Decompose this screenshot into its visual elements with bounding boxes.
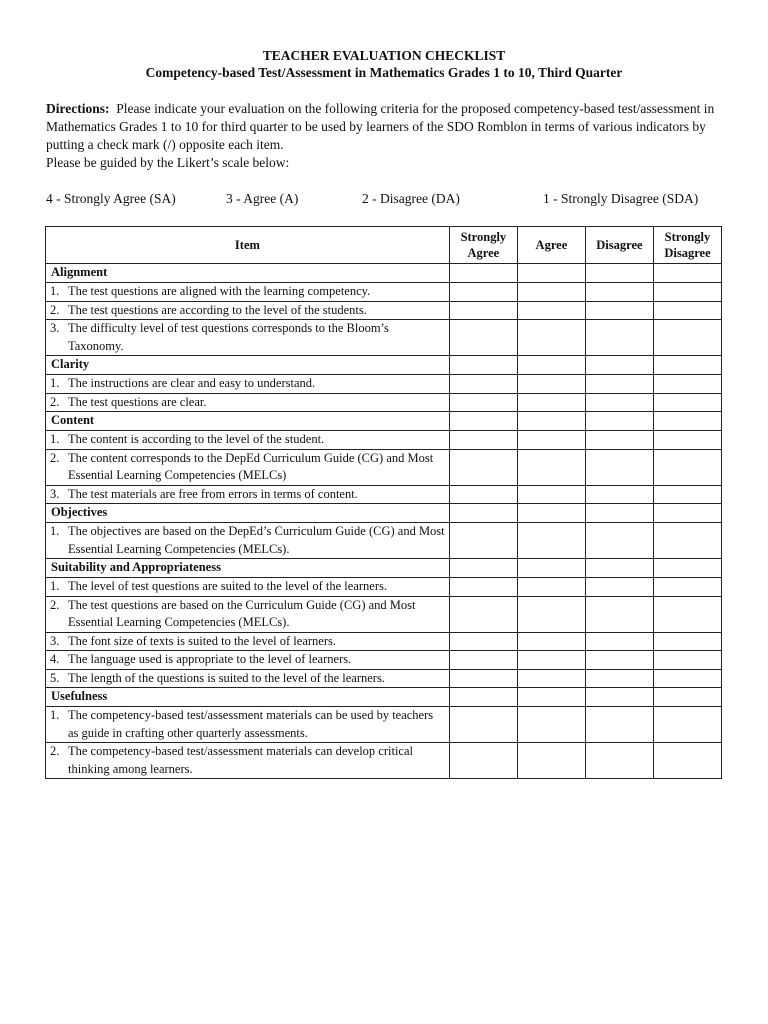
criterion-text: The objectives are based on the DepEd’s Curriculum Guide (CG) and Most Essential Learning Competencies (MELCs). <box>68 524 445 556</box>
agree-checkbox-cell[interactable] <box>517 596 585 632</box>
category-blank-cell <box>449 264 517 283</box>
agree-checkbox-cell[interactable] <box>517 320 585 356</box>
strongly-agree-checkbox-cell[interactable] <box>449 707 517 743</box>
criterion-cell <box>46 431 450 450</box>
scale-4: 4 - Strongly Agree (SA) <box>46 191 176 206</box>
strongly-agree-checkbox-cell[interactable] <box>449 301 517 320</box>
scale-2: 2 - Disagree (DA) <box>362 191 460 206</box>
strongly-disagree-checkbox-cell[interactable] <box>653 523 721 559</box>
agree-checkbox-cell[interactable] <box>517 707 585 743</box>
criterion-cell <box>46 320 450 356</box>
category-blank-cell <box>517 412 585 431</box>
criterion-cell <box>46 596 450 632</box>
category-blank-cell <box>585 559 653 578</box>
category-blank-cell <box>585 504 653 523</box>
category-blank-cell <box>517 688 585 707</box>
criterion-row <box>46 669 722 688</box>
directions-guide: Please be guided by the Likert’s scale below: <box>46 155 290 170</box>
agree-checkbox-cell[interactable] <box>517 485 585 504</box>
strongly-agree-checkbox-cell[interactable] <box>449 393 517 412</box>
agree-checkbox-cell[interactable] <box>517 743 585 779</box>
category-row <box>46 504 722 523</box>
document-subtitle: Competency-based Test/Assessment in Mathematics Grades 1 to 10, Third Quarter <box>145 65 623 80</box>
criterion-row <box>46 743 722 779</box>
category-blank-cell <box>585 412 653 431</box>
criterion-number: 4. <box>50 652 60 666</box>
criterion-cell <box>46 485 450 504</box>
strongly-agree-checkbox-cell[interactable] <box>449 578 517 597</box>
scale-3: 3 - Agree (A) <box>226 191 299 206</box>
strongly-disagree-checkbox-cell[interactable] <box>653 596 721 632</box>
category-blank-cell <box>653 356 721 375</box>
table-header-row <box>46 227 722 264</box>
criterion-number: 2. <box>50 597 60 612</box>
strongly-disagree-checkbox-cell[interactable] <box>653 301 721 320</box>
category-blank-cell <box>517 264 585 283</box>
disagree-checkbox-cell[interactable] <box>585 632 653 651</box>
criterion-row <box>46 431 722 450</box>
header-strongly-agree: Strongly Agree <box>449 227 517 264</box>
strongly-agree-checkbox-cell[interactable] <box>449 320 517 356</box>
category-label: Clarity <box>46 356 450 375</box>
strongly-disagree-checkbox-cell[interactable] <box>653 320 721 356</box>
category-blank-cell <box>449 559 517 578</box>
strongly-agree-checkbox-cell[interactable] <box>449 632 517 651</box>
evaluation-table <box>45 226 722 779</box>
criterion-text: The competency-based test/assessment materials can develop critical thinking among learners. <box>68 744 414 776</box>
criterion-number: 3. <box>50 633 60 648</box>
criterion-number: 1. <box>50 708 60 722</box>
scale-1: 1 - Strongly Disagree (SDA) <box>543 191 699 206</box>
strongly-agree-checkbox-cell[interactable] <box>449 651 517 670</box>
strongly-agree-checkbox-cell[interactable] <box>449 669 517 688</box>
likert-scale <box>46 190 726 208</box>
agree-checkbox-cell[interactable] <box>517 632 585 651</box>
criterion-cell <box>46 743 450 779</box>
disagree-checkbox-cell[interactable] <box>585 431 653 450</box>
criterion-number: 5. <box>50 670 60 685</box>
category-blank-cell <box>585 356 653 375</box>
strongly-agree-checkbox-cell[interactable] <box>449 485 517 504</box>
agree-checkbox-cell[interactable] <box>517 283 585 302</box>
criterion-text: The competency-based test/assessment materials can be used by teachers as guide in crafting other quarterly assessments. <box>68 708 434 740</box>
directions-label: Directions: <box>46 101 110 116</box>
criterion-number: 2. <box>50 394 60 409</box>
agree-checkbox-cell[interactable] <box>517 393 585 412</box>
disagree-checkbox-cell[interactable] <box>585 596 653 632</box>
disagree-checkbox-cell[interactable] <box>585 651 653 670</box>
strongly-agree-checkbox-cell[interactable] <box>449 431 517 450</box>
category-blank-cell <box>449 504 517 523</box>
disagree-checkbox-cell[interactable] <box>585 485 653 504</box>
disagree-checkbox-cell[interactable] <box>585 449 653 485</box>
criterion-text: The instructions are clear and easy to understand. <box>68 376 316 390</box>
disagree-checkbox-cell[interactable] <box>585 743 653 779</box>
agree-checkbox-cell[interactable] <box>517 375 585 394</box>
strongly-agree-checkbox-cell[interactable] <box>449 283 517 302</box>
criterion-number: 1. <box>50 284 60 298</box>
strongly-agree-checkbox-cell[interactable] <box>449 596 517 632</box>
criterion-text: The font size of texts is suited to the level of learners. <box>68 633 336 648</box>
criterion-number: 1. <box>50 432 60 446</box>
criterion-text: The test materials are free from errors in terms of content. <box>68 486 358 501</box>
criterion-cell <box>46 651 450 670</box>
strongly-disagree-checkbox-cell[interactable] <box>653 431 721 450</box>
category-label: Alignment <box>46 264 450 283</box>
disagree-checkbox-cell[interactable] <box>585 393 653 412</box>
criterion-text: The difficulty level of test questions corresponds to the Bloom’s Taxonomy. <box>68 321 389 353</box>
strongly-disagree-checkbox-cell[interactable] <box>653 375 721 394</box>
criterion-row <box>46 632 722 651</box>
criterion-cell <box>46 449 450 485</box>
strongly-disagree-checkbox-cell[interactable] <box>653 651 721 670</box>
criterion-text: The test questions are aligned with the learning competency. <box>68 284 371 298</box>
disagree-checkbox-cell[interactable] <box>585 578 653 597</box>
strongly-agree-checkbox-cell[interactable] <box>449 743 517 779</box>
criterion-number: 1. <box>50 376 60 390</box>
category-row <box>46 356 722 375</box>
disagree-checkbox-cell[interactable] <box>585 669 653 688</box>
table-body <box>46 264 722 779</box>
criterion-row <box>46 283 722 302</box>
category-blank-cell <box>449 412 517 431</box>
category-label: Content <box>46 412 450 431</box>
strongly-disagree-checkbox-cell[interactable] <box>653 632 721 651</box>
criterion-number: 1. <box>50 524 60 538</box>
directions-block <box>46 100 726 172</box>
category-row <box>46 264 722 283</box>
criterion-row <box>46 578 722 597</box>
criterion-number: 2. <box>50 450 60 465</box>
criterion-row <box>46 393 722 412</box>
category-blank-cell <box>653 559 721 578</box>
criterion-cell <box>46 523 450 559</box>
criterion-number: 2. <box>50 302 60 317</box>
directions-text: Please indicate your evaluation on the following criteria for the proposed competency-based test/assessment in Mathematics Grades 1 to 10 for third quarter to be used by learners of the SDO Romblon in terms of various indicators by putting a check mark (/) opposite each item. <box>46 101 715 152</box>
criterion-row <box>46 375 722 394</box>
criterion-number: 2. <box>50 744 60 758</box>
criterion-cell <box>46 669 450 688</box>
category-blank-cell <box>585 688 653 707</box>
category-blank-cell <box>653 688 721 707</box>
strongly-agree-checkbox-cell[interactable] <box>449 375 517 394</box>
agree-checkbox-cell[interactable] <box>517 431 585 450</box>
strongly-disagree-checkbox-cell[interactable] <box>653 669 721 688</box>
strongly-agree-checkbox-cell[interactable] <box>449 449 517 485</box>
criterion-text: The level of test questions are suited to the level of the learners. <box>68 579 387 593</box>
criterion-number: 3. <box>50 321 60 335</box>
criterion-text: The test questions are clear. <box>68 394 207 409</box>
criterion-row <box>46 707 722 743</box>
criterion-row <box>46 523 722 559</box>
category-label: Suitability and Appropriateness <box>46 559 450 578</box>
disagree-checkbox-cell[interactable] <box>585 523 653 559</box>
category-blank-cell <box>449 688 517 707</box>
agree-checkbox-cell[interactable] <box>517 578 585 597</box>
agree-checkbox-cell[interactable] <box>517 301 585 320</box>
category-blank-cell <box>653 504 721 523</box>
category-blank-cell <box>449 356 517 375</box>
strongly-disagree-checkbox-cell[interactable] <box>653 393 721 412</box>
disagree-checkbox-cell[interactable] <box>585 283 653 302</box>
criterion-cell <box>46 375 450 394</box>
strongly-disagree-checkbox-cell[interactable] <box>653 743 721 779</box>
strongly-disagree-checkbox-cell[interactable] <box>653 283 721 302</box>
criterion-row <box>46 301 722 320</box>
category-blank-cell <box>653 412 721 431</box>
strongly-disagree-checkbox-cell[interactable] <box>653 485 721 504</box>
criterion-row <box>46 449 722 485</box>
criterion-text: The language used is appropriate to the level of learners. <box>68 652 352 666</box>
header-strongly-disagree: Strongly Disagree <box>653 227 721 264</box>
category-row <box>46 688 722 707</box>
criterion-text: The test questions are according to the level of the students. <box>68 302 367 317</box>
criterion-row <box>46 320 722 356</box>
criterion-text: The content is according to the level of the student. <box>68 432 325 446</box>
agree-checkbox-cell[interactable] <box>517 669 585 688</box>
category-blank-cell <box>517 504 585 523</box>
strongly-disagree-checkbox-cell[interactable] <box>653 449 721 485</box>
criterion-number: 3. <box>50 486 60 501</box>
criterion-row <box>46 596 722 632</box>
category-blank-cell <box>517 559 585 578</box>
criterion-cell <box>46 578 450 597</box>
criterion-cell <box>46 393 450 412</box>
strongly-disagree-checkbox-cell[interactable] <box>653 707 721 743</box>
category-blank-cell <box>517 356 585 375</box>
agree-checkbox-cell[interactable] <box>517 651 585 670</box>
strongly-agree-checkbox-cell[interactable] <box>449 523 517 559</box>
criterion-cell <box>46 283 450 302</box>
header-disagree: Disagree <box>585 227 653 264</box>
disagree-checkbox-cell[interactable] <box>585 707 653 743</box>
criterion-text: The test questions are based on the Curriculum Guide (CG) and Most Essential Learning Competencies (MELCs). <box>68 597 416 629</box>
category-blank-cell <box>653 264 721 283</box>
criterion-row <box>46 485 722 504</box>
agree-checkbox-cell[interactable] <box>517 449 585 485</box>
disagree-checkbox-cell[interactable] <box>585 301 653 320</box>
header-item: Item <box>46 227 450 264</box>
category-blank-cell <box>585 264 653 283</box>
criterion-text: The content corresponds to the DepEd Curriculum Guide (CG) and Most Essential Learning Competencies (MELCs) <box>68 450 434 482</box>
category-label: Usefulness <box>46 688 450 707</box>
category-row <box>46 559 722 578</box>
strongly-disagree-checkbox-cell[interactable] <box>653 578 721 597</box>
document-title: TEACHER EVALUATION CHECKLIST <box>262 48 506 63</box>
criterion-row <box>46 651 722 670</box>
category-label: Objectives <box>46 504 450 523</box>
criterion-cell <box>46 632 450 651</box>
criterion-number: 1. <box>50 579 60 593</box>
criterion-cell <box>46 707 450 743</box>
header-agree: Agree <box>517 227 585 264</box>
disagree-checkbox-cell[interactable] <box>585 320 653 356</box>
criterion-cell <box>46 301 450 320</box>
agree-checkbox-cell[interactable] <box>517 523 585 559</box>
criterion-text: The length of the questions is suited to the level of the learners. <box>68 670 385 685</box>
disagree-checkbox-cell[interactable] <box>585 375 653 394</box>
category-row <box>46 412 722 431</box>
